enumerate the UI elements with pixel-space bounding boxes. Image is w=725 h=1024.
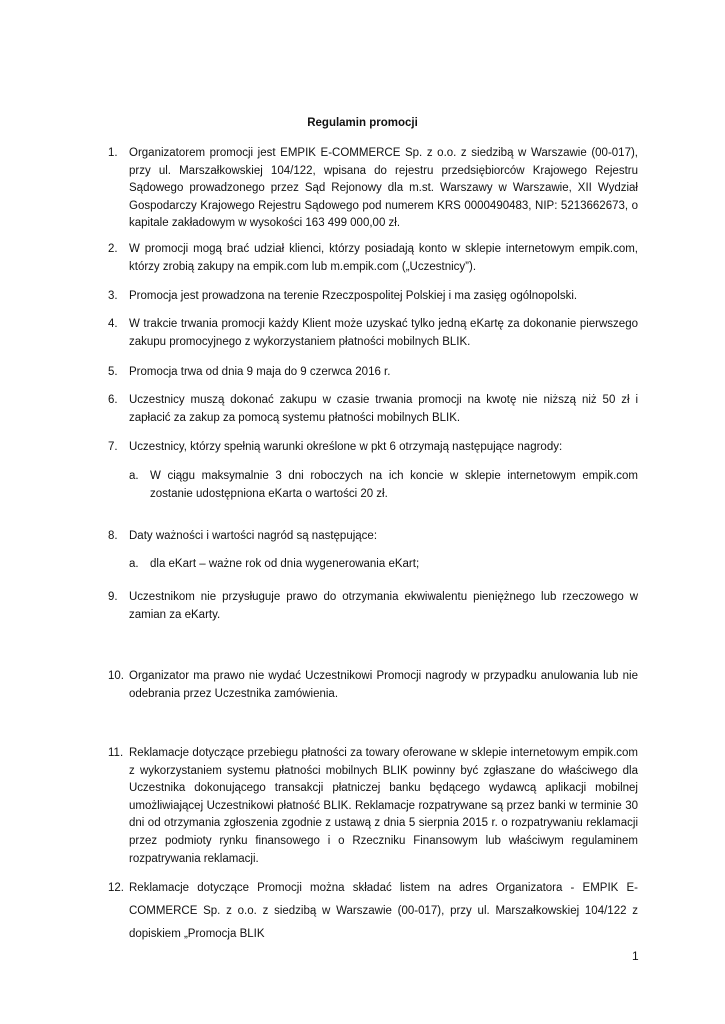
item-text: Uczestnikom nie przysługuje prawo do otrzymania ekwiwalentu pieniężnego lub rzeczowego w zamian za eKarty. [129, 591, 638, 621]
item-number: 1. [108, 147, 118, 159]
list-item [108, 668, 638, 703]
item-letter: a. [129, 558, 139, 570]
item-number: 12. [108, 882, 124, 894]
list-item [108, 439, 638, 457]
item-number: 5. [108, 366, 118, 378]
item-text: W ciągu maksymalnie 3 dni roboczych na ich koncie w sklepie internetowym empik.com zostanie udostępniona eKarta o wartości 20 zł. [150, 470, 638, 500]
page-number: 1 [632, 949, 639, 963]
item-number: 11. [108, 747, 124, 759]
item-number: 10. [108, 670, 124, 682]
list-item [108, 589, 638, 624]
item-number: 4. [108, 318, 118, 330]
list-item [108, 241, 638, 276]
list-item [108, 145, 638, 233]
item-text: Organizator ma prawo nie wydać Uczestnikowi Promocji nagrody w przypadku anulowania lub nie odebrania przez Uczestnika zamówienia. [129, 670, 638, 700]
item-number: 3. [108, 290, 118, 302]
item-text: Reklamacje dotyczące Promocji można składać listem na adres Organizatora - EMPIK E-COMMERCE Sp. z o.o. z siedzibą w Warszawie (00-017), przy ul. Marszałkowskiej 104/122 z dopiskiem „Promocja BLIK [129, 882, 638, 940]
list-item [108, 877, 638, 946]
list-item [108, 364, 638, 382]
item-text: Organizatorem promocji jest EMPIK E-COMMERCE Sp. z o.o. z siedzibą w Warszawie (00-017), przy ul. Marszałkowskiej 104/122, wpisana do rejestru przedsiębiorców Krajowego Rejestru Sądowego prowadzonego przez Sąd Rejonowy dla m.st. Warszawy w Warszawie, XII Wydział Gospodarczy Krajowego Rejestru Sądowego pod numerem KRS 0000490483, NIP: 5213662673, o kapitale zakładowym w wysokości 163 499 000,00 zł. [129, 147, 638, 230]
item-number: 2. [108, 243, 118, 255]
item-text: Promocja trwa od dnia 9 maja do 9 czerwca 2016 r. [129, 366, 391, 378]
list-item [108, 528, 638, 546]
item-number: 8. [108, 530, 118, 542]
item-number: 7. [108, 441, 118, 453]
item-number: 9. [108, 591, 118, 603]
item-text: Uczestnicy muszą dokonać zakupu w czasie trwania promocji na kwotę nie niższą niż 50 zł i zapłacić za zakup za pomocą systemu płatności mobilnych BLIK. [129, 394, 638, 424]
item-text: Reklamacje dotyczące przebiegu płatności za towary oferowane w sklepie internetowym empik.com z wykorzystaniem systemu płatności mobilnych BLIK powinny być zgłaszane do właściwego dla Uczestnika dokonującego transakcji płatniczej banku będącego wydawcą aplikacji mobilnej umożliwiającej Uczestnikowi płatność BLIK. Reklamacje rozpatrywane są przez banki w terminie 30 dni od otrzymania zgłoszenia zgodnie z ustawą z dnia 5 sierpnia 2015 r. o rozpatrywaniu reklamacji przez podmioty rynku finansowego i o Rzeczniku Finansowym lub właściwym regulaminem rozpatrywania reklamacji. [129, 747, 638, 865]
list-item [108, 745, 638, 868]
item-text: W promocji mogą brać udział klienci, którzy posiadają konto w sklepie internetowym empik.com, którzy zrobią zakupy na empik.com lub m.empik.com („Uczestnicy”). [129, 243, 638, 273]
sub-list-item [129, 468, 638, 503]
document-title: Regulamin promocji [307, 117, 418, 129]
item-number: 6. [108, 394, 118, 406]
item-letter: a. [129, 470, 139, 482]
list-item [108, 288, 638, 306]
item-text: Daty ważności i wartości nagród są następujące: [129, 530, 378, 542]
item-text: W trakcie trwania promocji każdy Klient może uzyskać tylko jedną eKartę za dokonanie pierwszego zakupu promocyjnego z wykorzystaniem płatności mobilnych BLIK. [129, 318, 638, 348]
sub-list-item [129, 556, 638, 574]
item-text: dla eKart – ważne rok od dnia wygenerowania eKart; [150, 558, 420, 570]
list-item [108, 392, 638, 427]
item-text: Uczestnicy, którzy spełnią warunki określone w pkt 6 otrzymają następujące nagrody: [129, 441, 563, 453]
list-item [108, 316, 638, 351]
item-text: Promocja jest prowadzona na terenie Rzeczpospolitej Polskiej i ma zasięg ogólnopolski. [129, 290, 578, 302]
